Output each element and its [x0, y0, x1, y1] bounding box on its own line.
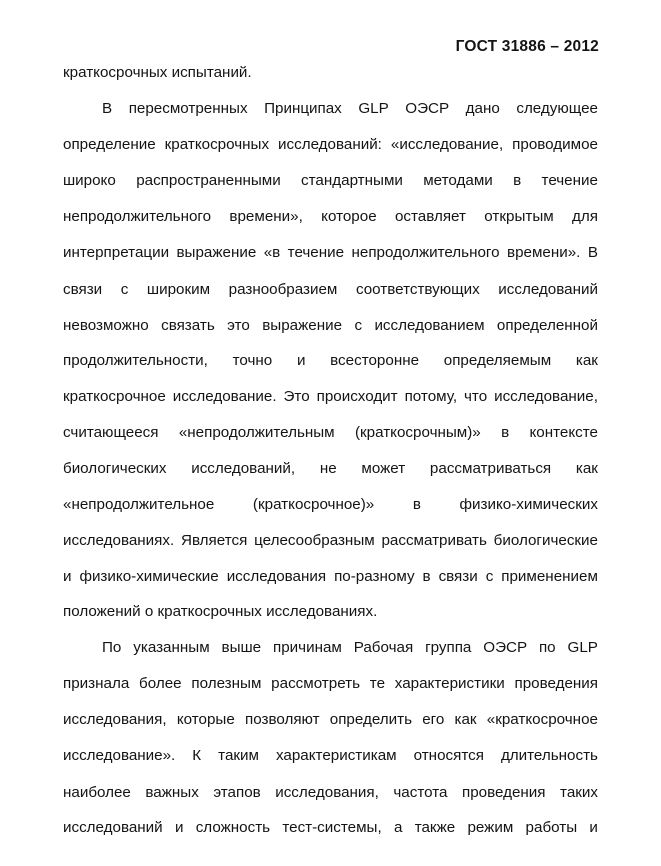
text-line: исследования, которые позволяют определить его как «краткосрочное [63, 711, 598, 728]
text-line: продолжительности, точно и всесторонне определяемым как [63, 352, 598, 369]
text-line: и физико-химические исследования по-разному в связи с применением [63, 568, 598, 585]
text-line: По указанным выше причинам Рабочая группа ОЭСР по GLP [102, 639, 598, 656]
text-line: исследованиях. Является целесообразным рассматривать биологические [63, 532, 598, 549]
text-line: исследований и сложность тест-системы, а также режим работы и [63, 819, 598, 836]
text-line: В пересмотренных Принципах GLP ОЭСР дано следующее [102, 100, 598, 117]
text-line: интерпретации выражение «в течение непродолжительного времени». В [63, 244, 598, 261]
text-line: признала более полезным рассмотреть те характеристики проведения [63, 675, 598, 692]
text-line: наиболее важных этапов исследования, частота проведения таких [63, 784, 598, 801]
document-header: ГОСТ 31886 – 2012 [455, 38, 599, 55]
text-line: биологических исследований, не может рассматриваться как [63, 460, 598, 477]
text-line: краткосрочное исследование. Это происходит потому, что исследование, [63, 388, 598, 405]
text-line: широко распространенными стандартными методами в течение [63, 172, 598, 189]
text-line: непродолжительного времени», которое оставляет открытым для [63, 208, 598, 225]
text-line: считающееся «непродолжительным (краткосрочным)» в контексте [63, 424, 598, 441]
text-line: определение краткосрочных исследований: «исследование, проводимое [63, 136, 598, 153]
text-line: краткосрочных испытаний. [63, 64, 252, 81]
text-line: связи с широким разнообразием соответствующих исследований [63, 281, 598, 298]
text-line: исследование». К таким характеристикам относятся длительность [63, 747, 598, 764]
text-line: невозможно связать это выражение с исследованием определенной [63, 317, 598, 334]
text-line: положений о краткосрочных исследованиях. [63, 603, 378, 620]
text-line: «непродолжительное (краткосрочное)» в физико-химических [63, 496, 598, 513]
